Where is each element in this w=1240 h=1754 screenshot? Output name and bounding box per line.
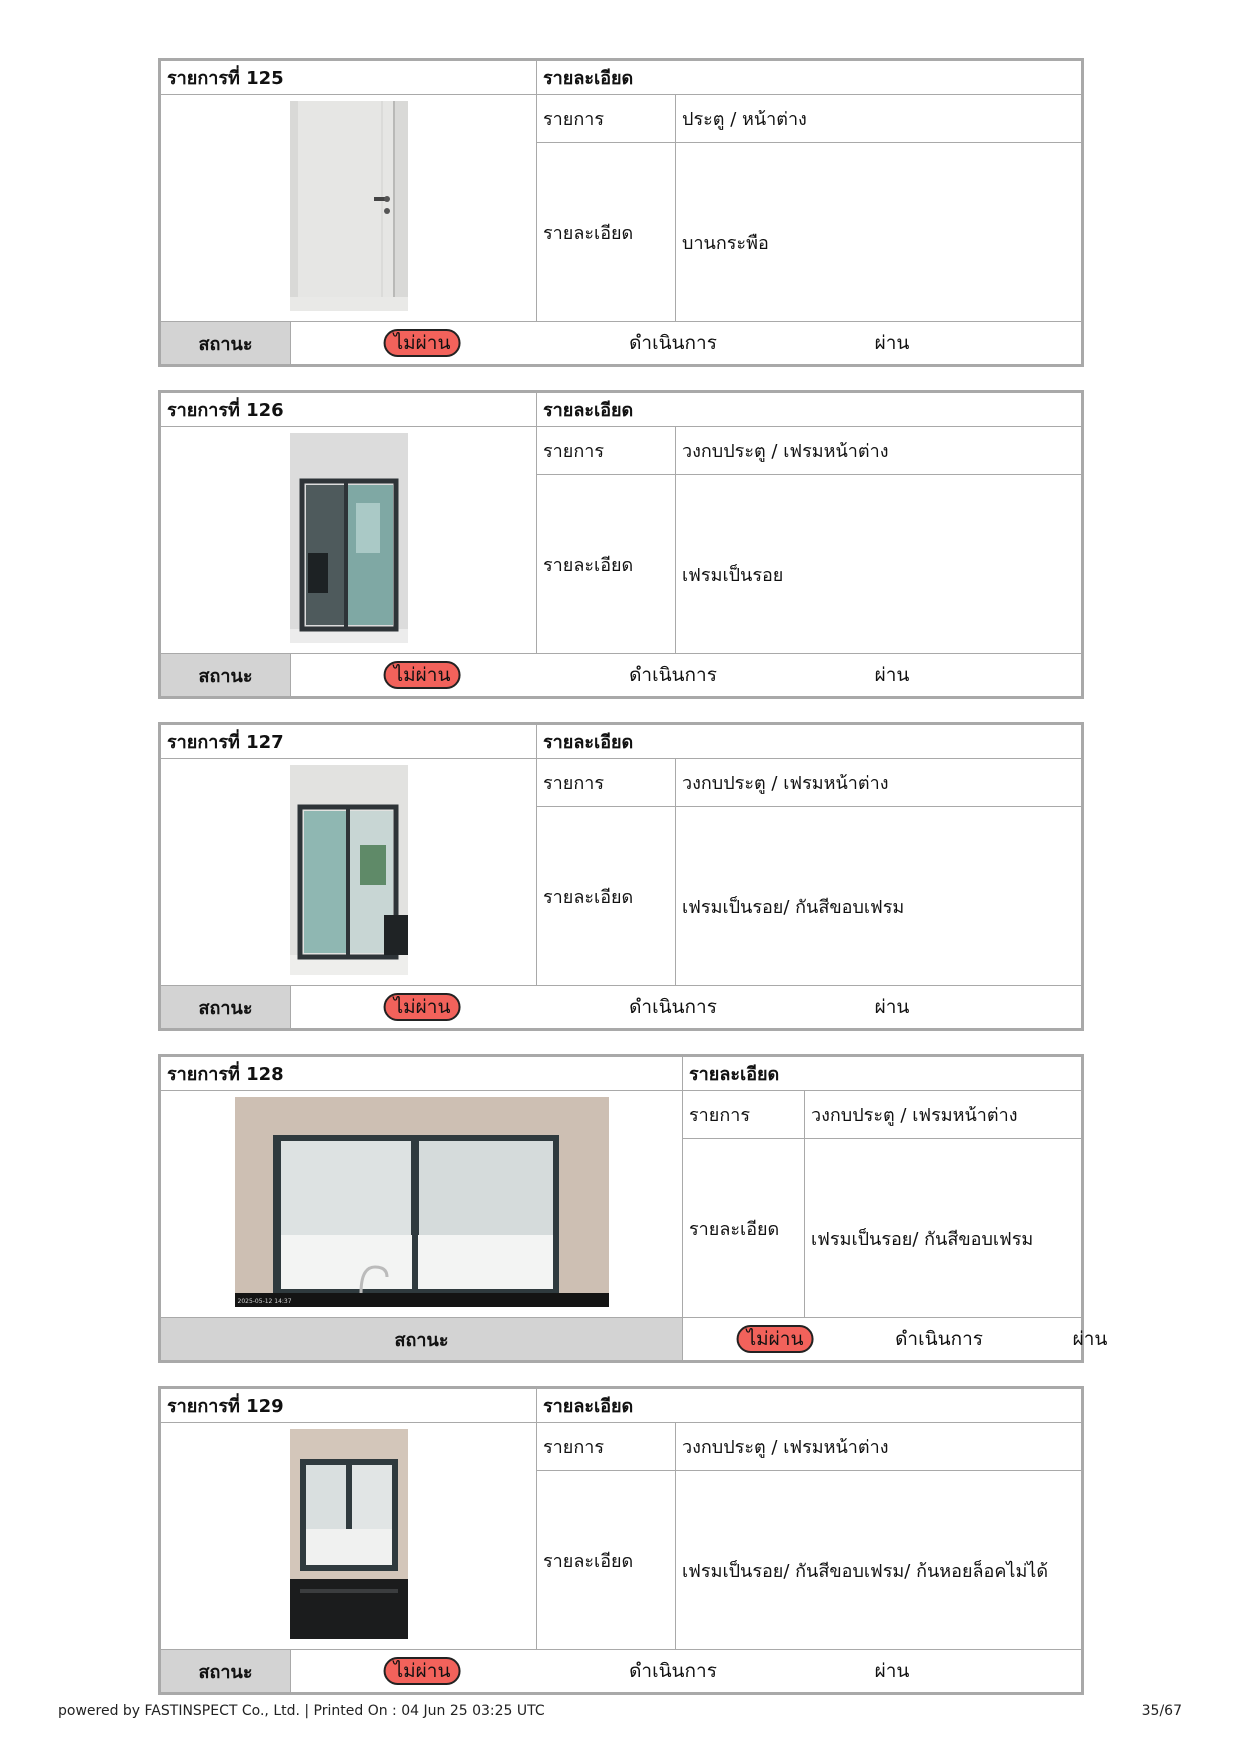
detail-label: รายละเอียด [537, 143, 676, 322]
inspection-item-129 [158, 1386, 1084, 1695]
detail-value: เฟรมเป็นรอย [676, 475, 1082, 654]
item-value: วงกบประตู / เฟรมหน้าต่าง [676, 427, 1082, 475]
detail-label: รายละเอียด [537, 475, 676, 654]
item-value: ประตู / หน้าต่าง [676, 95, 1082, 143]
status-label: สถานะ [161, 322, 291, 365]
status-options [291, 1650, 1082, 1693]
status-option-in-progress[interactable]: ดำเนินการ [629, 996, 717, 1018]
status-option-fail[interactable]: ไม่ผ่าน [384, 661, 461, 689]
status-option-pass[interactable]: ผ่าน [874, 996, 910, 1018]
status-options [291, 654, 1082, 697]
inspection-item-125 [158, 58, 1084, 367]
item-number: รายการที่ 128 [161, 1057, 683, 1091]
status-option-in-progress[interactable]: ดำเนินการ [629, 1660, 717, 1682]
photo-cell [161, 1423, 537, 1650]
status-option-in-progress[interactable]: ดำเนินการ [895, 1328, 983, 1350]
detail-header: รายละเอียด [537, 393, 1082, 427]
status-options [291, 322, 1082, 365]
item-label: รายการ [537, 427, 676, 475]
status-option-fail[interactable]: ไม่ผ่าน [384, 329, 461, 357]
status-option-in-progress[interactable]: ดำเนินการ [629, 664, 717, 686]
status-label: สถานะ [161, 654, 291, 697]
status-options [291, 986, 1082, 1029]
status-option-pass[interactable]: ผ่าน [1072, 1328, 1108, 1350]
status-option-pass[interactable]: ผ่าน [874, 1660, 910, 1682]
status-option-in-progress[interactable]: ดำเนินการ [629, 332, 717, 354]
detail-header: รายละเอียด [537, 61, 1082, 95]
detail-value: เฟรมเป็นรอย/ กันสีขอบเฟรม [676, 807, 1082, 986]
item-value: วงกบประตู / เฟรมหน้าต่าง [805, 1091, 1082, 1139]
status-label: สถานะ [161, 1318, 683, 1361]
item-label: รายการ [537, 95, 676, 143]
detail-label: รายละเอียด [537, 807, 676, 986]
status-option-pass[interactable]: ผ่าน [874, 664, 910, 686]
inspection-photo[interactable] [290, 101, 408, 311]
item-number: รายการที่ 126 [161, 393, 537, 427]
inspection-photo[interactable] [290, 433, 408, 643]
photo-cell [161, 1091, 683, 1318]
detail-value: เฟรมเป็นรอย/ กันสีขอบเฟรม [805, 1139, 1082, 1318]
detail-label: รายละเอียด [683, 1139, 805, 1318]
page-number: 35/67 [1141, 1703, 1182, 1719]
status-option-fail[interactable]: ไม่ผ่าน [384, 993, 461, 1021]
item-value: วงกบประตู / เฟรมหน้าต่าง [676, 759, 1082, 807]
footer-credit: powered by FASTINSPECT Co., Ltd. | Printed On : 04 Jun 25 03:25 UTC [58, 1703, 545, 1719]
photo-cell [161, 759, 537, 986]
photo-timestamp: 2025-05-12 14:37 [237, 1297, 292, 1305]
detail-value: บานกระพือ [676, 143, 1082, 322]
item-value: วงกบประตู / เฟรมหน้าต่าง [676, 1423, 1082, 1471]
detail-header: รายละเอียด [683, 1057, 1082, 1091]
status-label: สถานะ [161, 986, 291, 1029]
status-option-fail[interactable]: ไม่ผ่าน [737, 1325, 814, 1353]
inspection-photo[interactable] [290, 765, 408, 975]
item-label: รายการ [683, 1091, 805, 1139]
status-options [683, 1318, 1108, 1361]
item-label: รายการ [537, 759, 676, 807]
inspection-photo[interactable] [235, 1097, 609, 1307]
status-label: สถานะ [161, 1650, 291, 1693]
detail-header: รายละเอียด [537, 725, 1082, 759]
inspection-item-126 [158, 390, 1084, 699]
item-number: รายการที่ 129 [161, 1389, 537, 1423]
inspection-item-128 [158, 1054, 1108, 1363]
item-label: รายการ [537, 1423, 676, 1471]
inspection-photo[interactable] [290, 1429, 408, 1639]
status-option-fail[interactable]: ไม่ผ่าน [384, 1657, 461, 1685]
item-number: รายการที่ 125 [161, 61, 537, 95]
inspection-item-127 [158, 722, 1084, 1031]
detail-value: เฟรมเป็นรอย/ กันสีขอบเฟรม/ ก้นหอยล็อคไม่ได้ [676, 1471, 1082, 1650]
photo-cell [161, 95, 537, 322]
photo-cell [161, 427, 537, 654]
detail-label: รายละเอียด [537, 1471, 676, 1650]
item-number: รายการที่ 127 [161, 725, 537, 759]
detail-header: รายละเอียด [537, 1389, 1082, 1423]
status-option-pass[interactable]: ผ่าน [874, 332, 910, 354]
